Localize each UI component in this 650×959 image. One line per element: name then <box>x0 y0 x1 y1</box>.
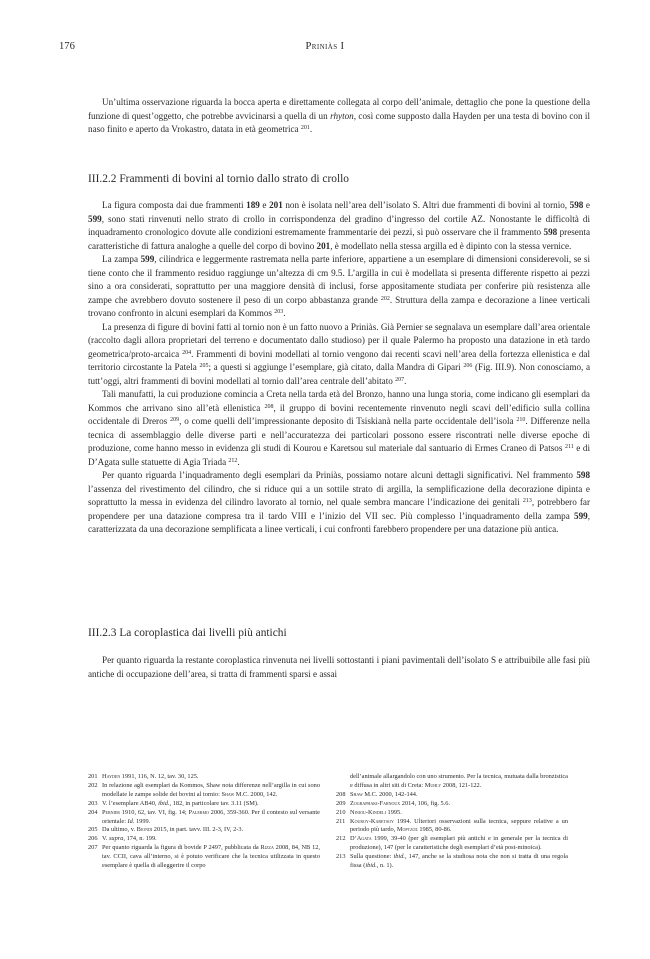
footnote-continuation: dell’animale allargandolo con uno strumento. Per la tecnica, mutuata dalla bronzistica e diffusa in altri siti di Creta: Muhly 2008, 121-122. <box>350 773 568 789</box>
footnotes <box>88 773 590 870</box>
paragraph: La zampa 599, cilindrica e leggermente rastremata nella parte inferiore, appartiene a un esemplare di dimensioni considerevoli, se si tiene conto che il frammento residuo raggiunge un’altezza di cm 9.5. L’argilla in cui è modellata si presenta differente rispetto ai pezzi sino a ora considerati, soprattutto per una maggiore densità di inclusi, forse appositamente studiata per conferire più resistenza alle zampe che avrebbero dovuto sostenere il peso di un corpo abbastanza grande $^{202}$. Struttura della zampa e decorazione a linee verticali trovano confronto in alcuni esemplari da Kommos $^{203}$. <box>88 254 590 318</box>
running-head: Priniàs I <box>305 41 345 52</box>
paragraph: La figura composta dai due frammenti 189 e 201 non è isolata nell’area dell’isolato S. Altri due frammenti di bovini al tornio, 598 e 599, sono stati rinvenuti nello strato di crollo in corrispondenza del gradino d’ingresso del cortile AZ. Nonostante le difficoltà di inquadramento cronologico dovute alle condizioni estremamente frammentarie dei pezzi, si può osservare che il frammento 598 presenta caratteristiche di fattura analoghe a quelle del corpo di bovino 201, è modellato nella stessa argilla ed è dipinto con la stessa vernice. <box>88 200 590 251</box>
footnote: 202 In relazione agli esemplari da Kommos, Shaw nota differenze nell’argilla in cui sono modellate le zampe solide dei bovini al tornio: Shaw M.C. 2000, 142. <box>88 781 320 798</box>
footnote: 203 V. l’esemplare AB40, ibid., 182, in particolare tav. 3.11 (SM). <box>88 799 259 807</box>
body-text-intro <box>88 96 590 137</box>
footnote: 209 Zographaki-Farnoux 2014, 106, fig. 5.6. <box>336 799 451 807</box>
page-number: 176 <box>59 41 75 52</box>
paragraph: La presenza di figure di bovini fatti al tornio non è un fatto nuovo a Priniàs. Già Pernier se segnalava un esemplare dall’area orientale (raccolto dagli allora proprietari del terreno e documentato dallo studioso) per il quale Palermo ha proposto una datazione in età tardo geometrica/proto-arcaica $^{204}$. Frammenti di bovini modellati al tornio vengono dai recenti scavi nell’area della fortezza ellenistica e dal territorio circostante la Patela $^{205}$; a questi si aggiunge l’esemplare, già citato, dalla Mandra di Gipari $^{206}$ (Fig. III.9). Non conosciamo, a tutt’oggi, altri frammenti di bovini modellati al tornio dall’area centrale dell’abitato $^{207}$. <box>88 321 590 386</box>
footnote: 205 Da ultimo, v. Biondi 2015, in part. tavv. III. 2-3, IV, 2-3. <box>88 826 244 834</box>
footnotes-right-column <box>336 773 568 871</box>
footnote: 207 Per quanto riguarda la figura di bovide P 2497, pubblicata da Rizza 2008, 84, NB 12, tav. CCII, cava all’interno, si è potuto verificare che la tecnica utilizzata in questo esemplare è quella di alleggerire il corpo <box>88 844 321 870</box>
body-text-section-3 <box>88 654 590 681</box>
paragraph: Per quanto riguarda l’inquadramento degli esemplari da Priniàs, possiamo notare alcuni dettagli significativi. Nel frammento 598 l’assenza del rivestimento del cilindro, che si riduce qui a un sottile strato di argilla, la semplificazione della decorazione dipinta e soprattutto la messa in evidenza del cilindro lavorato al tornio, nel quale sembra mancare l’indicazione dei genitali $^{213}$, potrebbero far propendere per una datazione compresa tra il tardo VIII e l’inizio del VII sec. Più complesso l’inquadramento della zampa 599, caratterizzata da una decorazione semplificata a linee verticali, i cui confronti farebbero propendere per una datazione più antica. <box>88 470 590 534</box>
footnote: 206 V. supra, 174, n. 199. <box>88 835 157 843</box>
paragraph: Tali manufatti, la cui produzione comincia a Creta nella tarda età del Bronzo, hanno una lunga storia, come indicano gli esemplari da Kommos che arrivano sino all’età ellenistica $^{208}$, il gruppo di bovini recentemente rinvenuto negli scavi dell’edificio sulla collina occidentale di Dreros $^{209}$, o come quelli dell’impressionante deposito di Tsiskianà nella parte occidentale dell’isola $^{210}$. Differenze nella tecnica di assemblaggio delle diverse parti e nell’accuratezza dei particolari possono essere riscontrati nelle diverse epoche di produzione, come hanno messo in evidenza gli studi di Kourou e Karetsou sul materiale dal santuario di Ermes Craneo di Patsos $^{211}$ e di D’Agata sulle statuette di Agia Triada $^{212}$. <box>88 389 590 467</box>
footnote: 211 Kouroy-Karetsoy 1994. Ulteriori osservazioni sulla tecnica, seppure relative a un periodo più tardo, Μορτζος 1985, 80-86. <box>336 817 568 834</box>
page-header <box>59 41 591 55</box>
footnote: 204 Pernier 1910, 62, tav. VI, fig. 14; Palermo 2006, 359-360. Per il contesto sul versante orientale: Id. 1999. <box>88 808 320 825</box>
footnote: 212 D’Agata 1999, 39-40 (per gli esemplari più antichi e in generale per la tecnica di produzione), 147 (per le caratteristiche degli esemplari d’età post-minoica). <box>336 835 568 852</box>
footnotes-left-column <box>88 773 320 871</box>
footnote: 208 Shaw M.C. 2000, 142-144. <box>336 790 418 798</box>
footnote: 201 Hayden 1991, 116, N. 12, tav. 30, 125. <box>88 773 199 780</box>
paragraph: Per quanto riguarda la restante coroplastica rinvenuta nei livelli sottostanti i piani pavimentali dell’isolato S e attribuibile alle fasi più antiche di occupazione dell’area, si tratta di frammenti sparsi e assai <box>88 655 590 679</box>
body-text-section-2 <box>88 199 590 537</box>
section-heading: III.2.3 La coroplastica dai livelli più antichi <box>88 627 287 639</box>
footnote: 210 Niniou-Kindeli 1995. <box>336 808 402 816</box>
section-heading: III.2.2 Frammenti di bovini al tornio dallo strato di crollo <box>88 173 349 185</box>
footnote: 213 Sulla questione: ibid., 147, anche se la studiosa nota che non si tratta di una regola fissa (ibid., n. 1). <box>336 853 568 870</box>
paragraph: Un’ultima osservazione riguarda la bocca aperta e direttamente collegata al corpo dell’animale, dettaglio che pone la questione della funzione di quest’oggetto, che potrebbe avvicinarsi a quella di un rhyton, così come supposto dalla Hayden per una testa di bovino con il naso finito e aperto da Vrokastro, datata in età geometrica $^{201}$. <box>88 97 590 134</box>
